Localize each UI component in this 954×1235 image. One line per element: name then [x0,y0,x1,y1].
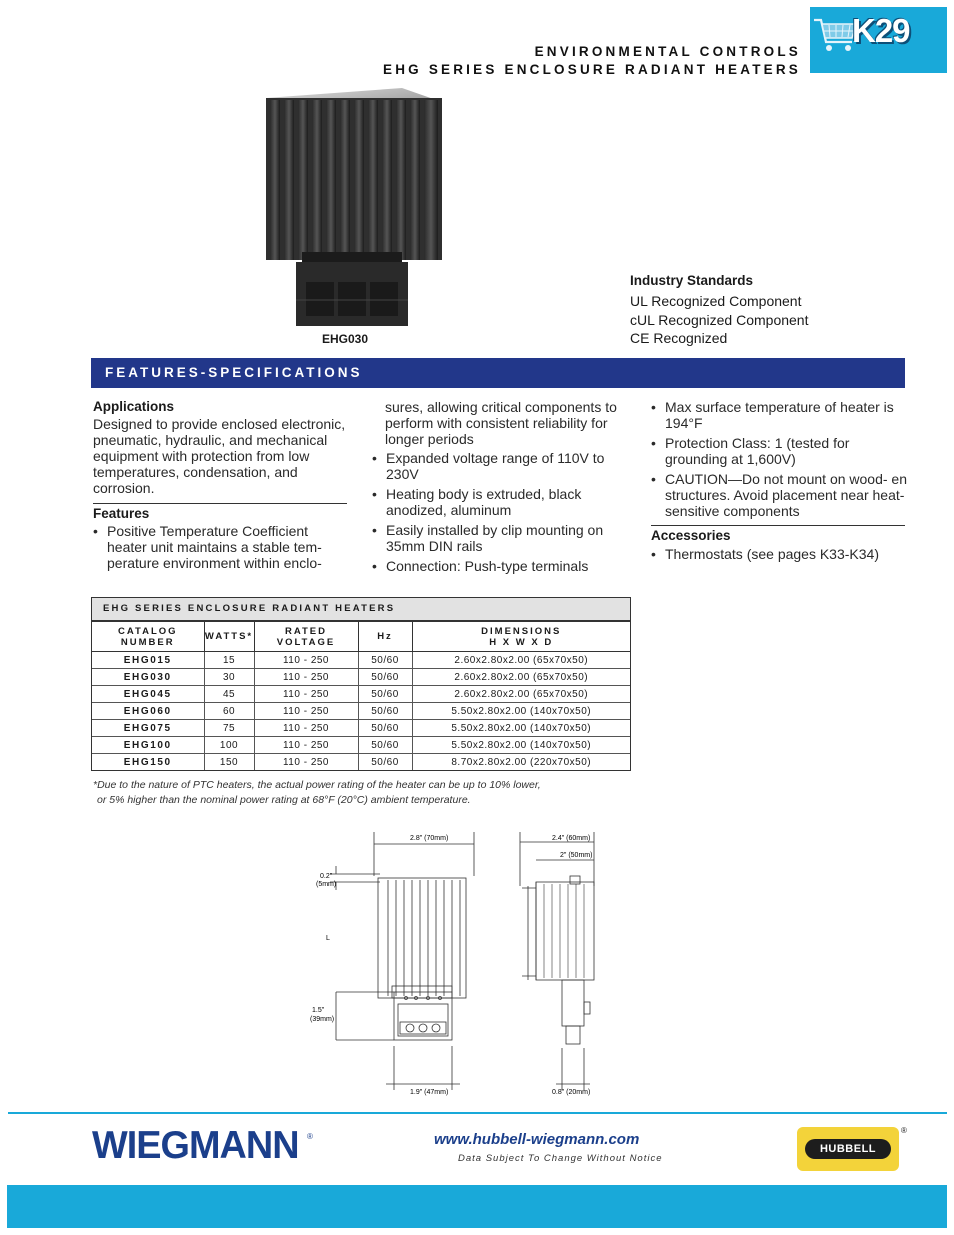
registered-mark: ® [307,1132,313,1141]
wiegmann-logo: WIEGMANN [92,1124,299,1167]
list-item: • Expanded voltage range of 110V to 230V [372,450,634,482]
heater-spec-table [91,597,631,771]
website-link[interactable]: www.hubbell-wiegmann.com [434,1131,640,1148]
dim-side-inner: 2" (50mm) [560,852,593,859]
table-row: EHG150 150 110 - 250 50/60 8.70x2.80x2.00 (220x70x50) [92,754,630,771]
col-header-dimensions: DIMENSIONS H X W X D [412,622,630,652]
table-row: EHG060 60 110 - 250 50/60 5.50x2.80x2.00 (140x70x50) [92,703,630,720]
table-row: EHG015 15 110 - 250 50/60 2.60x2.80x2.00 (65x70x50) [92,652,630,669]
heater-product-photo [262,86,446,326]
features-list [93,523,349,575]
list-item: • Connection: Push-type terminals [372,558,634,574]
list-item: • Heating body is extruded, black anodized, aluminum [372,486,634,518]
table-header-row [92,622,630,652]
list-item: • Easily installed by clip mounting on 35mm DIN rails [372,522,634,554]
list-item: • Positive Temperature Coefficient heater unit maintains a stable tem- perature environment within enclo- [93,523,349,571]
list-item: • Protection Class: 1 (tested for grounding at 1,600V) [651,435,907,467]
list-item: UL Recognized Component [630,293,802,309]
industry-standards-list [630,292,808,348]
header-line-1: ENVIRONMENTAL CONTROLS [534,44,801,59]
dim-terminal-mm: (39mm) [310,1016,335,1023]
table-row: EHG045 45 110 - 250 50/60 2.60x2.80x2.00 (65x70x50) [92,686,630,703]
header-line-2: EHG SERIES ENCLOSURE RADIANT HEATERS [383,62,801,77]
list-item: • CAUTION—Do not mount on wood- en structures. Avoid placement near heat-sensitive components [651,471,907,519]
dim-side-depth: 2.4" (60mm) [552,835,591,842]
table-row: EHG075 75 110 - 250 50/60 5.50x2.80x2.00 (140x70x50) [92,720,630,737]
hubbell-logo: HUBBELL [797,1127,899,1171]
dim-bottom-width: 1.9" (47mm) [410,1089,449,1096]
applications-title: Applications [93,399,175,414]
table-footnote: *Due to the nature of PTC heaters, the actual power rating of the heater can be up to 10% lower, or 5% higher than the nominal power rating at 68°F (20°C) ambient temperature. [93,779,541,806]
features-list-3 [651,399,907,523]
dim-terminal-in: 1.5" [312,1007,325,1014]
page-code: K29 [852,12,910,49]
table-row: EHG030 30 110 - 250 50/60 2.60x2.80x2.00 (65x70x50) [92,669,630,686]
divider [93,503,347,504]
features-title: Features [93,506,150,521]
features-specifications-bar [91,358,905,388]
list-item: cUL Recognized Component [630,311,809,328]
footer-divider [8,1112,947,1114]
dim-side-bottom: 0.8" (20mm) [552,1089,591,1096]
table-row: EHG100 100 110 - 250 50/60 5.50x2.80x2.00 (140x70x50) [92,737,630,754]
features-continuation: sures, allowing critical components to perform with consistent reliability for longer periods [385,399,617,447]
dim-top-gap-in: 0.2" [320,873,333,880]
dim-length: L [326,935,330,942]
photo-caption: EHG030 [322,332,369,346]
col-header-watts: WATTS* [204,622,254,652]
hubbell-registered-mark: ® [901,1126,907,1135]
bottom-band [7,1185,947,1228]
divider [651,525,905,526]
col-header-voltage: RATED VOLTAGE [254,622,358,652]
features-list-2 [372,450,634,578]
accessories-title: Accessories [651,528,731,543]
dim-top-gap-mm: (5mm) [316,881,337,888]
list-item: • Thermostats (see pages K33-K34) [651,546,907,562]
col-header-catalog: CATALOG NUMBER [92,622,204,652]
dim-front-width: 2.8" (70mm) [410,835,449,842]
industry-standards-title: Industry Standards [630,273,754,288]
table-title: EHG SERIES ENCLOSURE RADIANT HEATERS [92,598,630,621]
applications-text: Designed to provide enclosed electronic, pneumatic, hydraulic, and mechanical equipment with protection from low temperatures, condensation, and corrosion. [93,416,346,496]
accessories-list [651,546,907,566]
disclaimer: Data Subject To Change Without Notice [458,1153,663,1164]
list-item: • Max surface temperature of heater is 194°F [651,399,907,431]
list-item: CE Recognized [630,330,728,346]
col-header-hz: Hz [358,622,412,652]
dimension-drawing [300,826,620,1100]
section-title: FEATURES-SPECIFICATIONS [105,365,363,380]
